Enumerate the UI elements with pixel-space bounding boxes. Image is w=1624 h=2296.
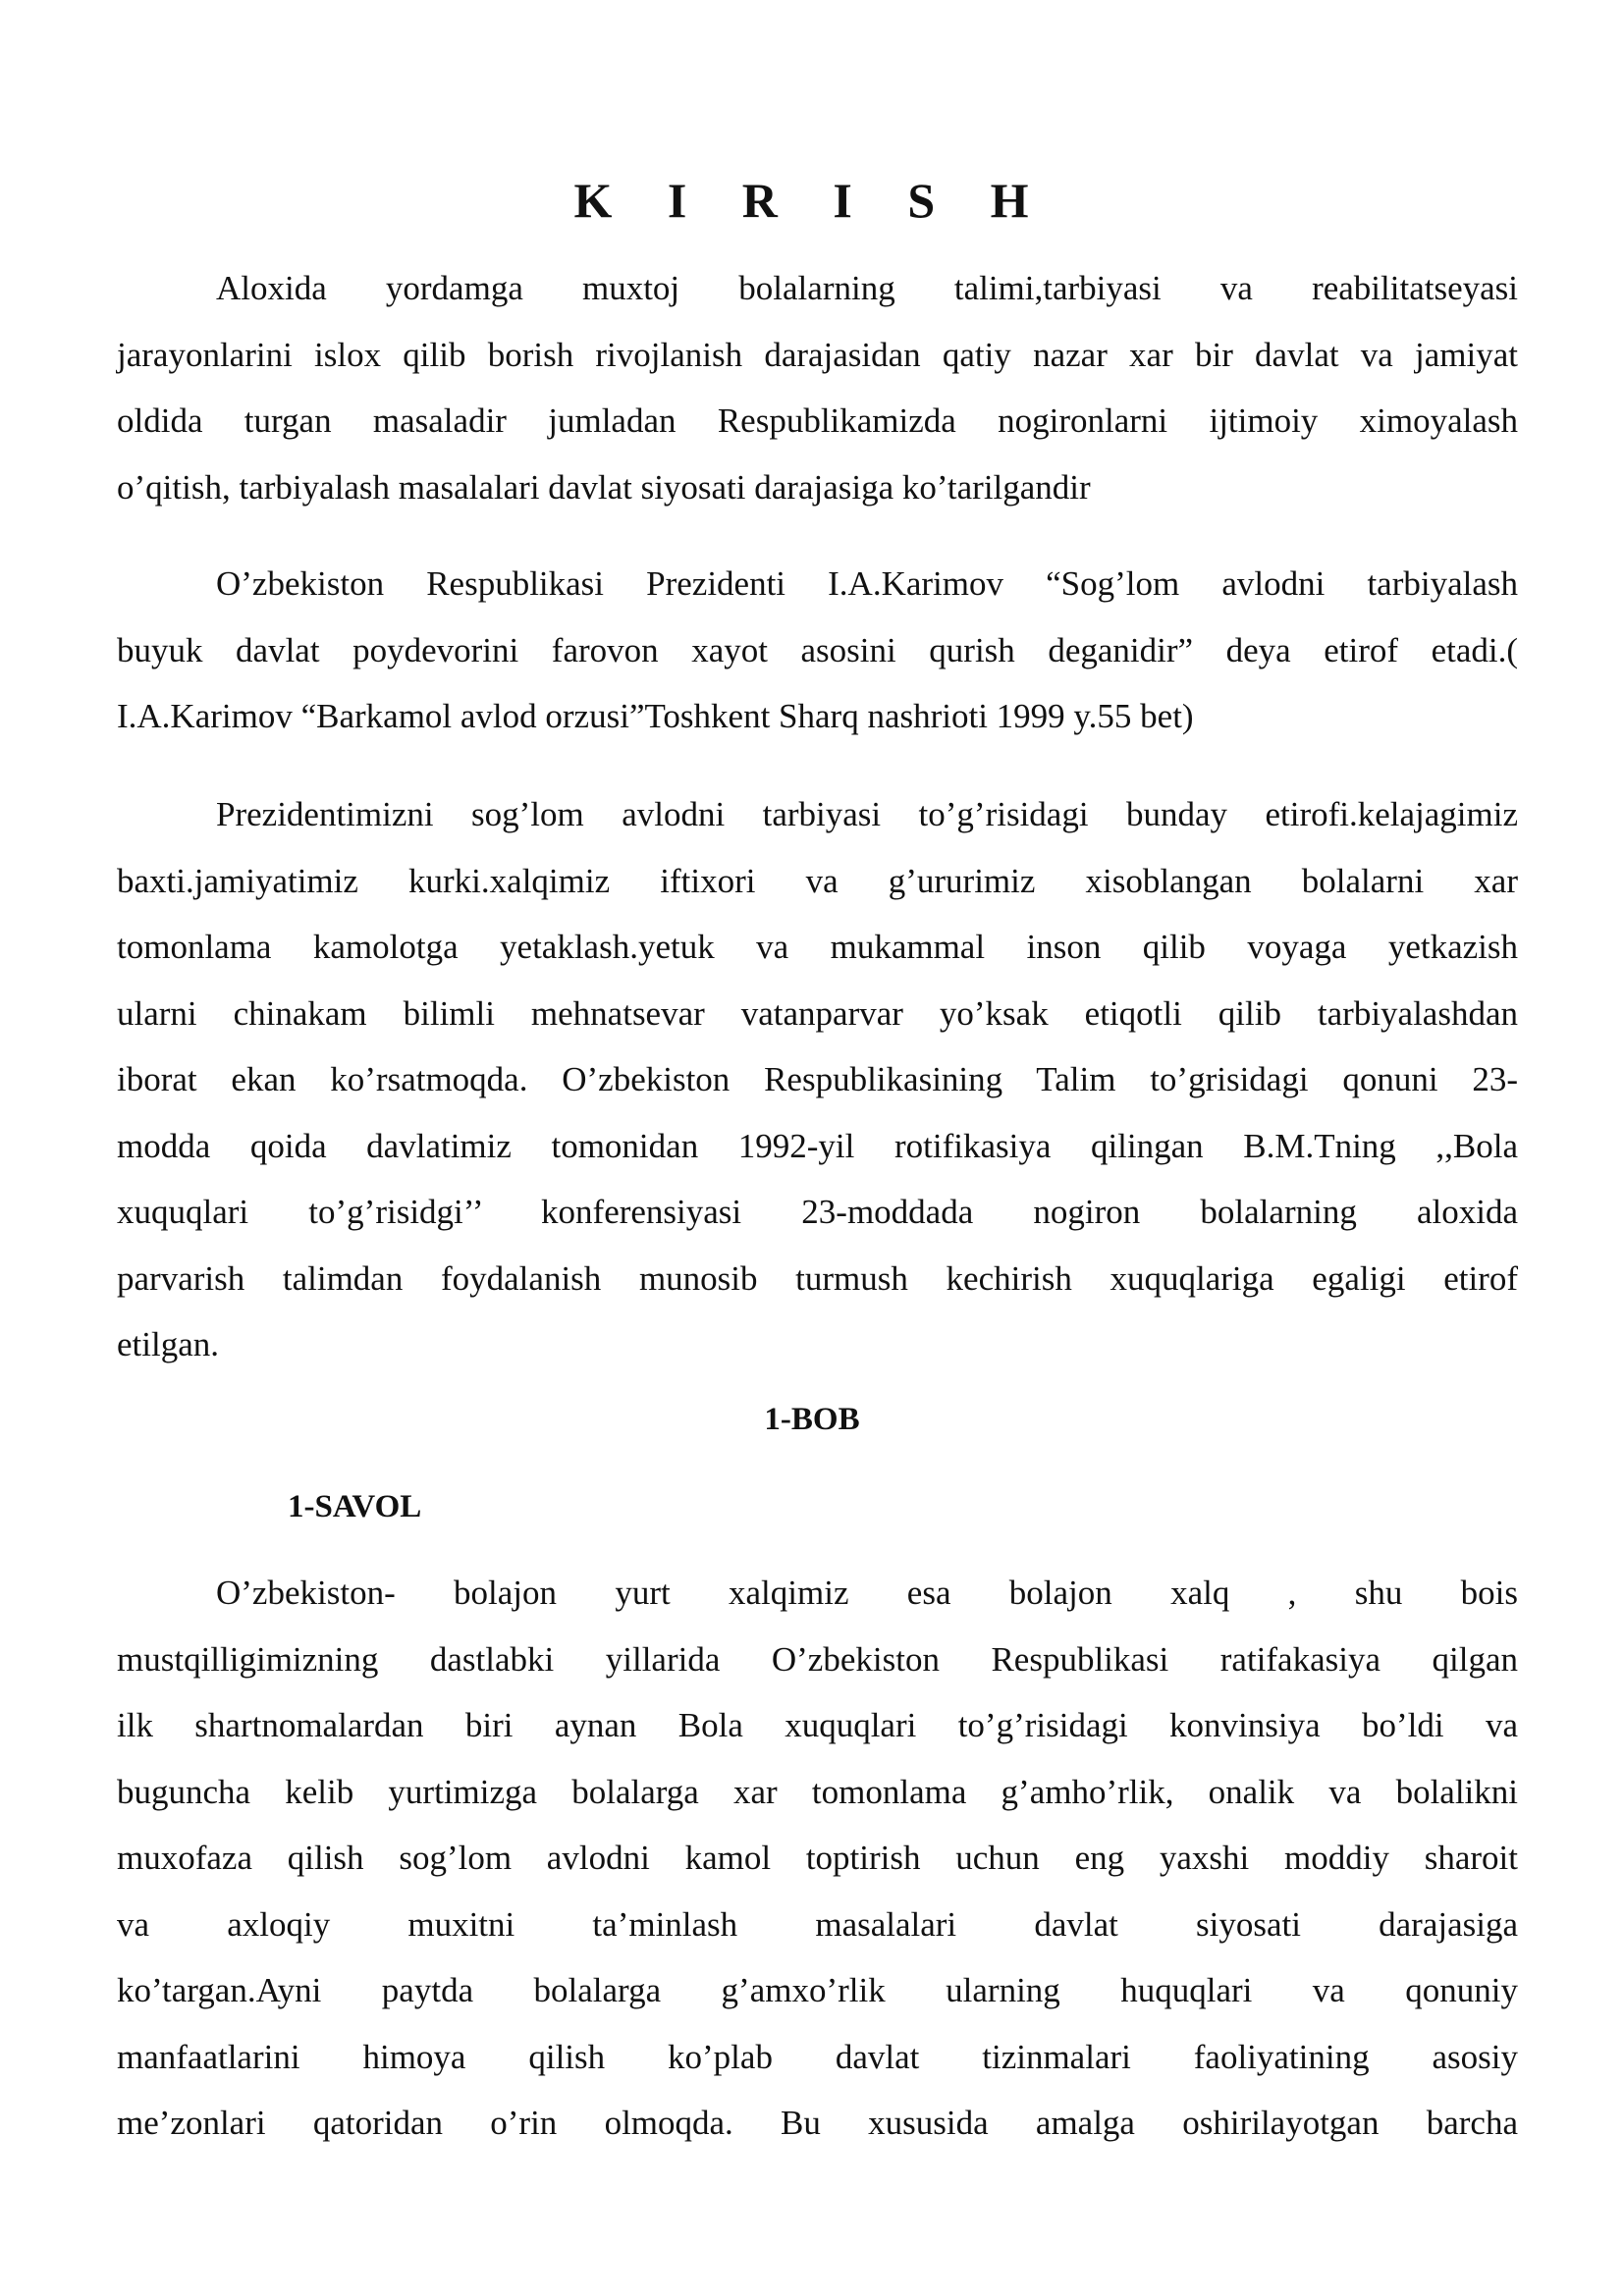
paragraph-line: O’zbekiston Respublikasi Prezidenti I.A.Karimov “Sog’lom avlodni tarbiyalash xyxy=(216,564,1518,603)
paragraph-line: modda qoida davlatimiz tomonidan 1992-yil rotifikasiya qilingan B.M.Tning ,,Bola xyxy=(117,1126,1518,1165)
paragraph-line: oldida turgan masaladir jumladan Respublikamizda nogironlarni ijtimoiy ximoyalash xyxy=(117,401,1518,440)
paragraph-line: baxti.jamiyatimiz kurki.xalqimiz iftixori va g’ururimiz xisoblangan bolalarni xar xyxy=(117,861,1518,900)
paragraph-line: tomonlama kamolotga yetaklash.yetuk va mukammal inson qilib voyaga yetkazish xyxy=(117,928,1518,966)
paragraph-line: mustqilligimizning dastlabki yillarida O’zbekiston Respublikasi ratifakasiya qilgan xyxy=(117,1639,1518,1679)
paragraph-line: me’zonlari qatoridan o’rin olmoqda. Bu xususida amalga oshirilayotgan barcha xyxy=(117,2104,1518,2142)
paragraph-line: jarayonlarini islox qilib borish rivojlanish darajasidan qatiy nazar xar bir davlat va jamiyat xyxy=(117,335,1518,374)
paragraph-line: buguncha kelib yurtimizga bolalarga xar tomonlama g’amho’rlik, onalik va bolalikni xyxy=(117,1772,1518,1811)
paragraph-line: buyuk davlat poydevorini farovon xayot asosini qurish deganidir” deya etirof etadi.( xyxy=(117,630,1518,669)
paragraph-line: muxofaza qilish sog’lom avlodni kamol toptirish uchun eng yaxshi moddiy sharoit xyxy=(117,1839,1518,1877)
paragraph-line: ko’targan.Ayni paytda bolalarga g’amxo’rlik ularning huquqlari va qonuniy xyxy=(117,1971,1518,2009)
paragraph-introduction xyxy=(117,255,1518,520)
paragraph-line: I.A.Karimov “Barkamol avlod orzusi”Toshkent Sharq nashrioti 1999 y.55 bet) xyxy=(117,697,1194,735)
paragraph-healthy-generation xyxy=(117,781,1518,1378)
paragraph-line: ilk shartnomalardan biri aynan Bola xuquqlari to’g’risidagi konvinsiya bo’ldi va xyxy=(117,1706,1518,1744)
paragraph-line: xuquqlari to’g’risidgi’’ konferensiyasi 23-moddada nogiron bolalarning aloxida xyxy=(117,1193,1518,1231)
paragraph-line: ularni chinakam bilimli mehnatsevar vatanparvar yo’ksak etiqotli qilib tarbiyalashdan xyxy=(117,993,1518,1033)
paragraph-line: etilgan. xyxy=(117,1325,219,1363)
paragraph-line: Aloxida yordamga muxtoj bolalarning talimi,tarbiyasi va reabilitatseyasi xyxy=(216,269,1518,307)
paragraph-line: va axloqiy muxitni ta’minlash masalalari davlat siyosati darajasiga xyxy=(117,1904,1518,1944)
paragraph-line: o’qitish, tarbiyalash masalalari davlat siyosati darajasiga ko’tarilgandir xyxy=(117,467,1091,507)
paragraph-line: O’zbekiston- bolajon yurt xalqimiz esa bolajon xalq , shu bois xyxy=(216,1574,1518,1612)
paragraph-line: manfaatlarini himoya qilish ko’plab davlat tizinmalari faoliyatining asosiy xyxy=(117,2037,1518,2076)
paragraph-line: parvarish talimdan foydalanish munosib turmush kechirish xuquqlariga egaligi etirof xyxy=(117,1258,1518,1298)
paragraph-line: iborat ekan ko’rsatmoqda. O’zbekiston Respublikasining Talim to’grisidagi qonuni 23- xyxy=(117,1060,1518,1098)
document-title: K I R I S H xyxy=(573,173,1051,228)
paragraph-president-quote xyxy=(117,551,1518,750)
section-title: 1-BOB xyxy=(764,1402,860,1437)
paragraph-child-rights xyxy=(117,1560,1518,2157)
paragraph-line: Prezidentimizni sog’lom avlodni tarbiyasi to’g’risidagi bunday etirofi.kelajagimiz xyxy=(216,795,1518,833)
subsection-title: 1-SAVOL xyxy=(288,1489,422,1524)
